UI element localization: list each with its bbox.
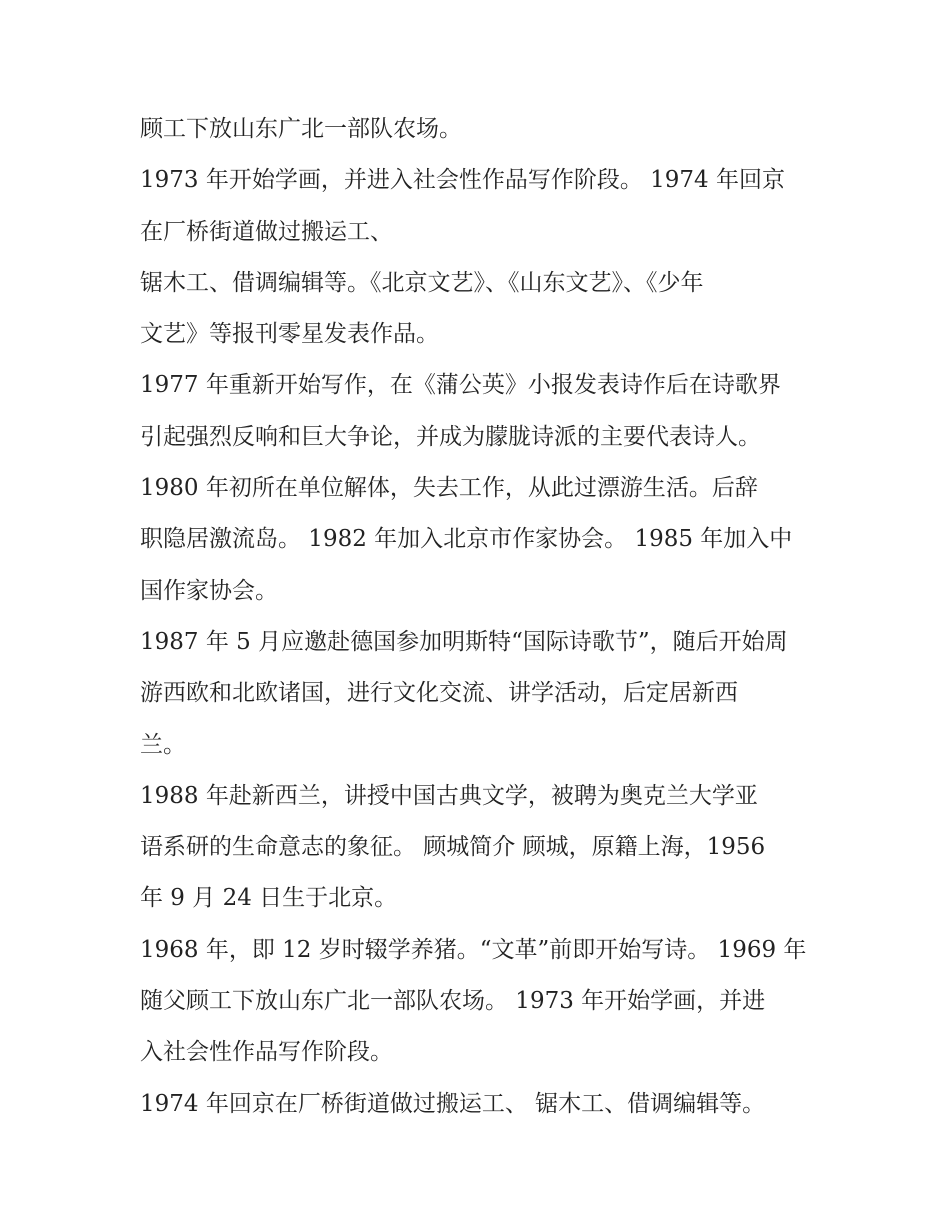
- text-line: 文艺》等报刊零星发表作品。: [140, 321, 439, 348]
- text-line: 年 9 月 24 日生于北京。: [140, 885, 398, 912]
- text-line: 随父顾工下放山东广北一部队农场。 1973 年开始学画，并进: [140, 988, 766, 1015]
- text-line: 国作家协会。: [140, 577, 278, 604]
- text-line: 1987 年 5 月应邀赴德国参加明斯特“国际诗歌节”，随后开始周: [140, 628, 788, 655]
- text-line: 1968 年，即 12 岁时辍学养猪。“文革”前即开始写诗。 1969 年: [140, 936, 807, 963]
- text-line: 游西欧和北欧诸国，进行文化交流、讲学活动，后定居新西: [140, 680, 738, 707]
- text-line: 兰。: [140, 731, 186, 758]
- text-line: 1973 年开始学画，并进入社会性作品写作阶段。 1974 年回京: [140, 167, 785, 194]
- text-line: 1974 年回京在厂桥街道做过搬运工、 锯木工、借调编辑等。: [140, 1090, 766, 1117]
- text-line: 在厂桥街道做过搬运工、: [140, 218, 393, 245]
- text-line: 顾工下放山东广北一部队农场。: [140, 116, 462, 142]
- text-line: 1988 年赴新西兰，讲授中国古典文学，被聘为奥克兰大学亚: [140, 782, 758, 809]
- text-line: 语系研的生命意志的象征。 顾城简介 顾城，原籍上海，1956: [140, 834, 766, 861]
- text-line: 1980 年初所在单位解体，失去工作，从此过漂游生活。后辞: [140, 475, 758, 502]
- text-line: 引起强烈反响和巨大争论，并成为朦胧诗派的主要代表诗人。: [140, 423, 761, 450]
- text-line: 职隐居激流岛。 1982 年加入北京市作家协会。 1985 年加入中: [140, 526, 793, 553]
- document-body: [140, 104, 820, 1130]
- text-line: 1977 年重新开始写作，在《蒲公英》小报发表诗作后在诗歌界: [140, 372, 781, 399]
- text-line: 锯木工、借调编辑等。《北京文艺》、《山东文艺》、《少年: [140, 269, 704, 296]
- text-line: 入社会性作品写作阶段。: [140, 1039, 393, 1066]
